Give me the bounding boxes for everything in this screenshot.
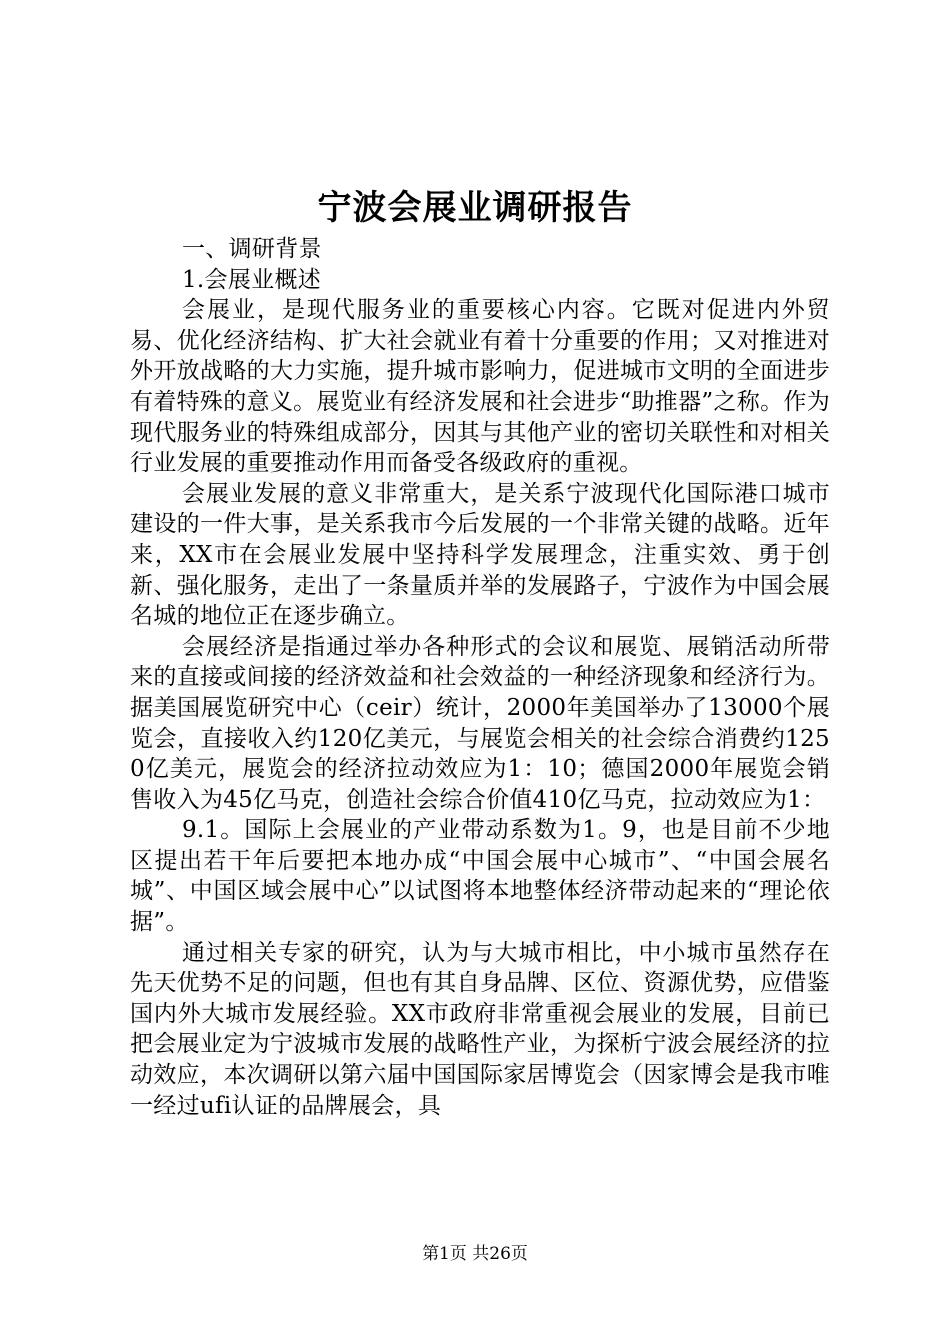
- document-title: 宁波会展业调研报告: [317, 188, 633, 228]
- section-heading: 一、调研背景: [182, 236, 322, 262]
- document-body: [130, 234, 830, 1121]
- paragraph: 会展业，是现代服务业的重要核心内容。它既对促进内外贸易、优化经济结构、扩大社会就业有着十分重要的作用；又对推进对外开放战略的大力实施，提升城市影响力，促进城市文明的全面进步有着特殊的意义。展览业有经济发展和社会进步“助推器”之称。作为现代服务业的特殊组成部分，因其与其他产业的密切关联性和对相关行业发展的重要推动作用而备受各级政府的重视。: [130, 297, 830, 477]
- paragraph: 9.1。国际上会展业的产业带动系数为1。9，也是目前不少地区提出若干年后要把本地办成“中国会展中心城市”、“中国会展名城”、中国区域会展中心”以试图将本地整体经济带动起来的“理论依据”。: [130, 817, 830, 936]
- paragraph: 会展经济是指通过举办各种形式的会议和展览、展销活动所带来的直接或间接的经济效益和社会效益的一种经济现象和经济行为。据美国展览研究中心（ceir）统计，2000年美国举办了13000个展览会，直接收入约120亿美元，与展览会相关的社会综合消费约1250亿美元，展览会的经济拉动效应为1：10；德国2000年展览会销售收入为45亿马克，创造社会综合价值410亿马克，拉动效应为1：: [130, 633, 830, 813]
- paragraph: 通过相关专家的研究，认为与大城市相比，中小城市虽然存在先天优势不足的问题，但也有其自身品牌、区位、资源优势，应借鉴国内外大城市发展经验。XX市政府非常重视会展业的发展，目前已把会展业定为宁波城市发展的战略性产业，为探析宁波会展经济的拉动效应，本次调研以第六届中国国际家居博览会（因家博会是我市唯一经过ufi认证的品牌展会，具: [130, 939, 830, 1119]
- subsection-heading: 1.会展业概述: [182, 266, 322, 293]
- page-footer: 第1页 共26页: [422, 1244, 528, 1264]
- paragraph: 会展业发展的意义非常重大，是关系宁波现代化国际港口城市建设的一件大事，是关系我市今后发展的一个非常关键的战略。近年来，XX市在会展业发展中坚持科学发展理念，注重实效、勇于创新、强化服务，走出了一条量质并举的发展路子，宁波作为中国会展名城的地位正在逐步确立。: [130, 480, 830, 630]
